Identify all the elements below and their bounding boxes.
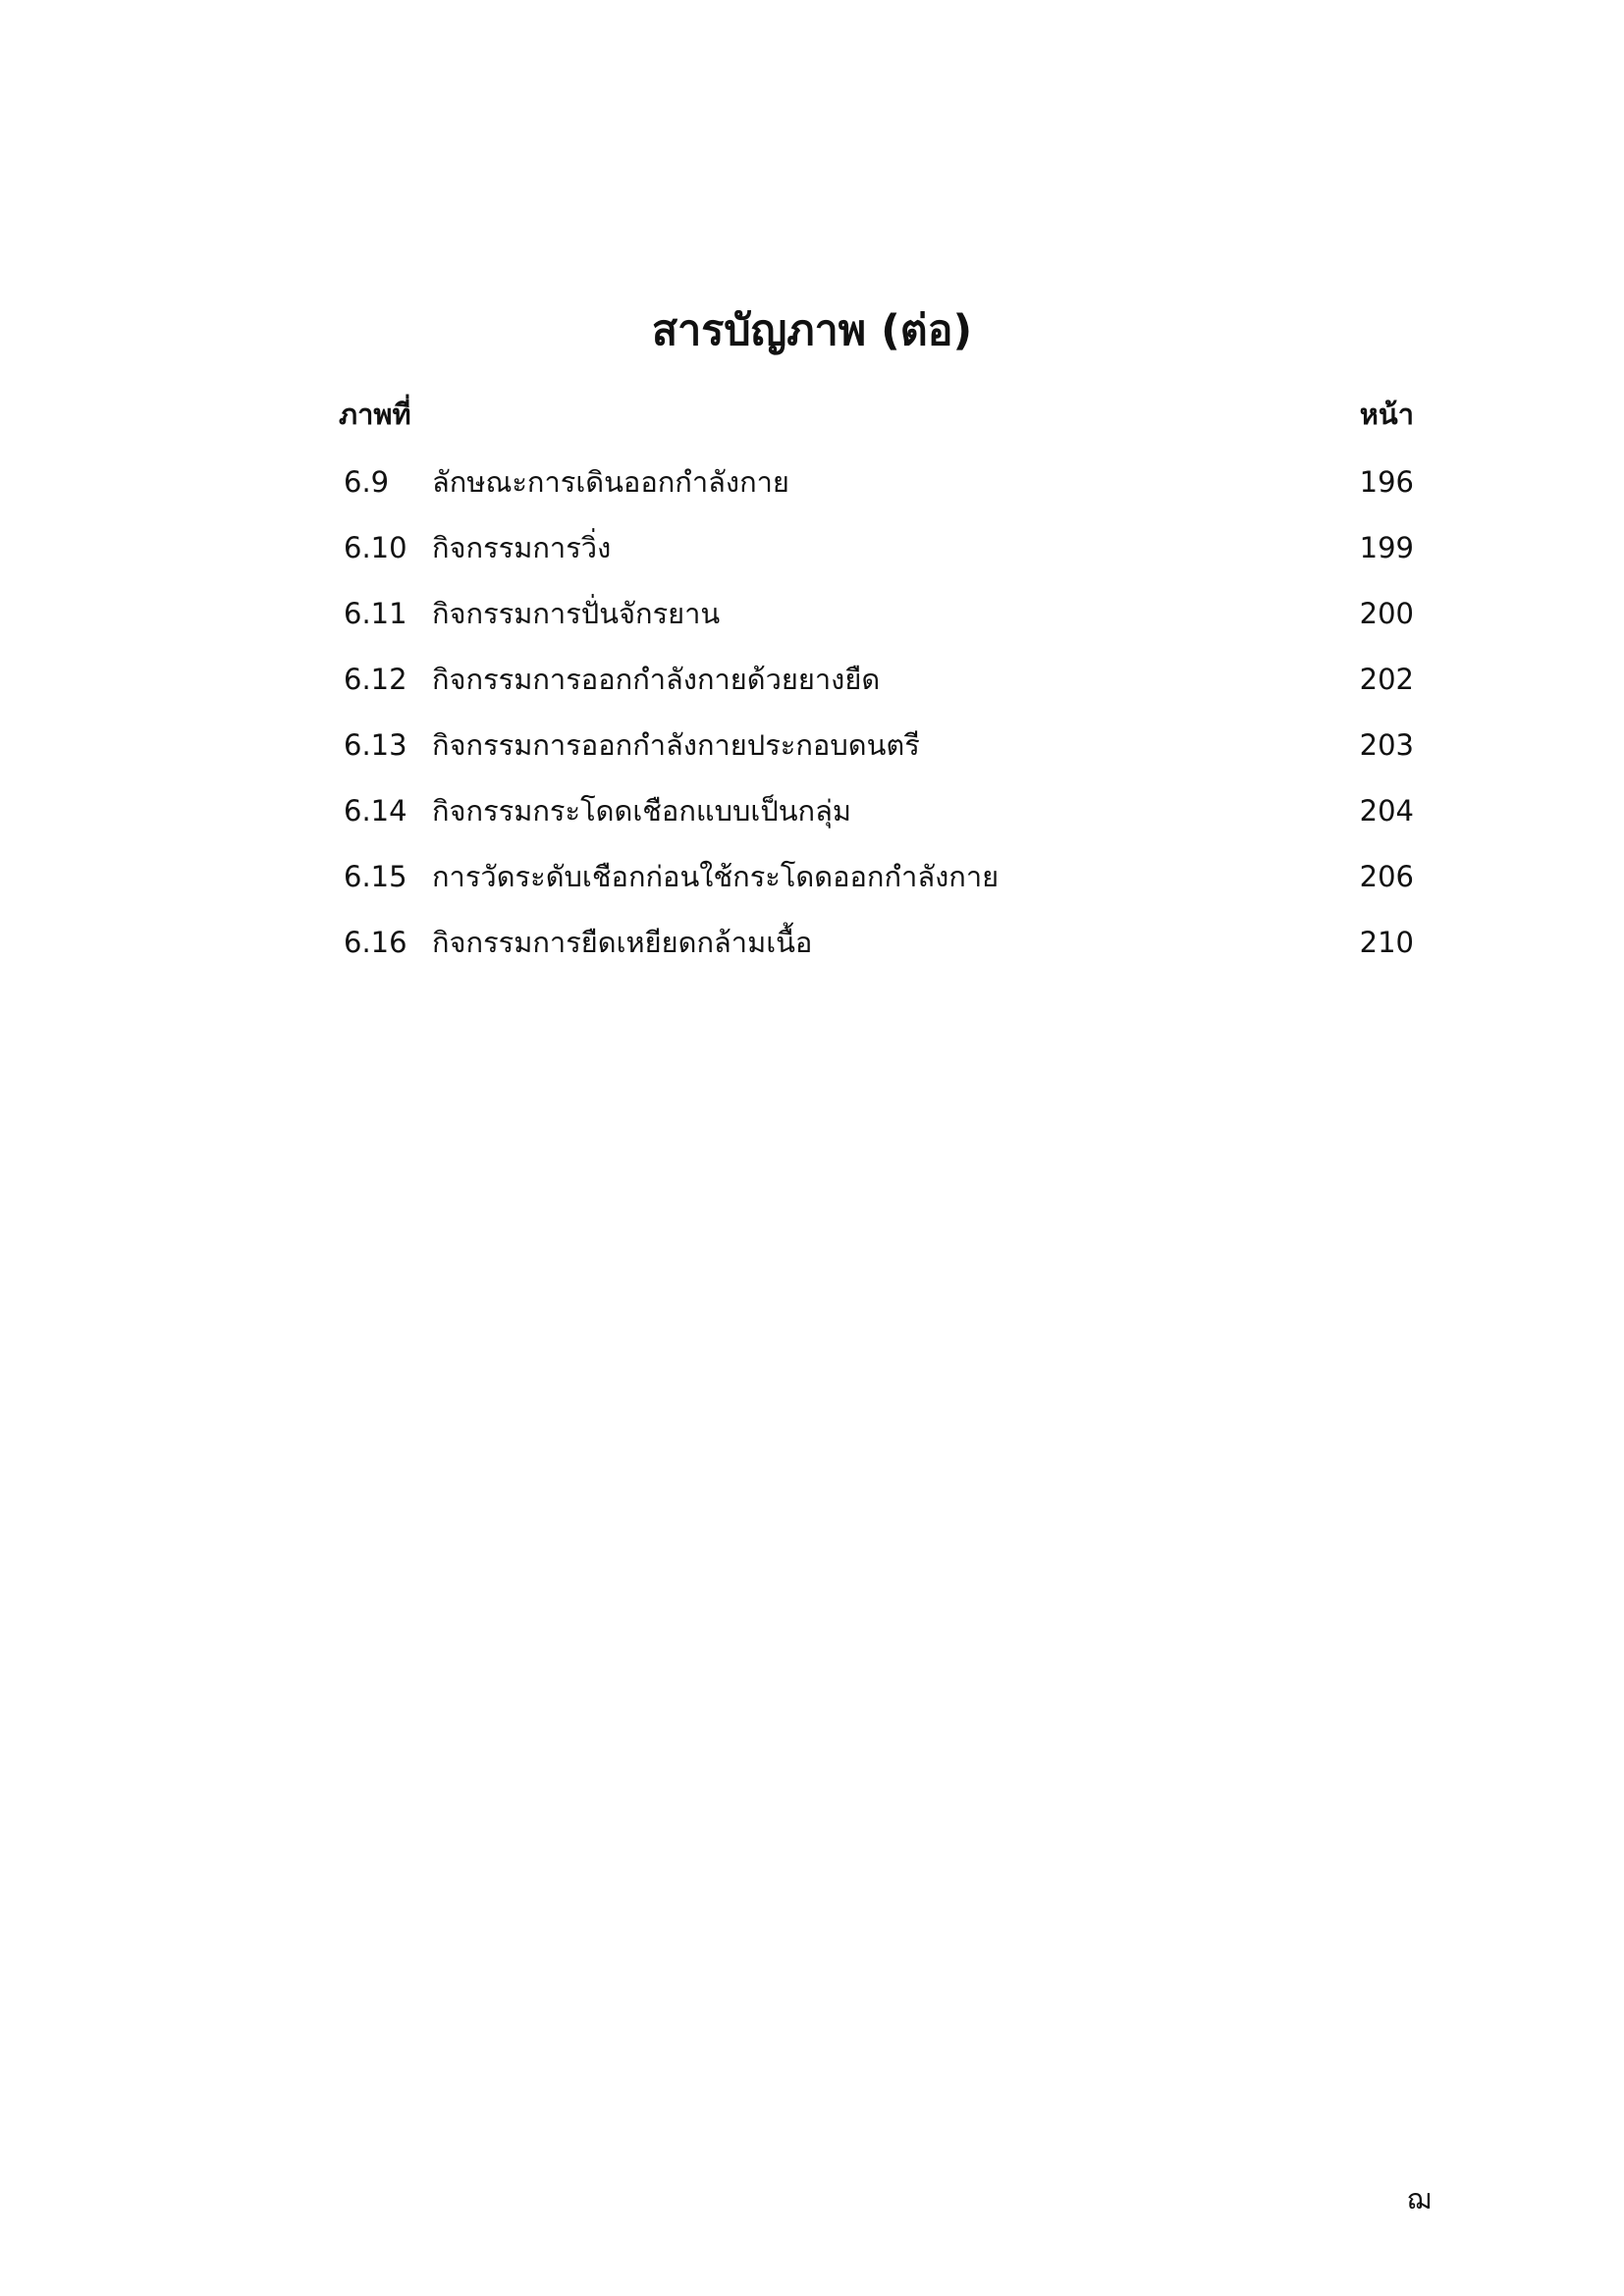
figure-column-header: ภาพที่ — [339, 398, 411, 431]
page-ref: 210 — [1359, 926, 1414, 959]
toc-entry — [344, 786, 1414, 852]
page-ref: 204 — [1359, 794, 1414, 828]
toc-entry — [344, 523, 1414, 589]
toc-header — [339, 393, 1414, 436]
page-title: สารบัญภาพ (ต่อ) — [651, 305, 973, 355]
toc-entry — [344, 457, 1414, 523]
figure-number: 6.15 — [344, 860, 407, 893]
page-ref: 200 — [1359, 597, 1414, 630]
page-number: ฌ — [1406, 2182, 1432, 2216]
toc-entry — [344, 918, 1414, 984]
page-ref: 206 — [1359, 860, 1414, 893]
figure-number: 6.12 — [344, 663, 407, 696]
figure-caption: การวัดระดับเชือกก่อนใช้กระโดดออกกำลังกาย — [432, 860, 1000, 893]
figure-number: 6.10 — [344, 531, 407, 564]
page-column-header: หน้า — [1359, 398, 1414, 431]
figure-caption: กิจกรรมการปั่นจักรยาน — [432, 597, 721, 630]
page-ref: 196 — [1359, 465, 1414, 499]
list-of-figures — [344, 457, 1414, 984]
figure-number: 6.16 — [344, 926, 407, 959]
figure-caption: กิจกรรมกระโดดเชือกแบบเป็นกลุ่ม — [432, 794, 851, 828]
toc-entry — [344, 655, 1414, 721]
toc-entry — [344, 721, 1414, 786]
figure-number: 6.13 — [344, 728, 407, 762]
figure-caption: กิจกรรมการออกกำลังกายด้วยยางยืด — [432, 663, 881, 696]
figure-caption: กิจกรรมการออกกำลังกายประกอบดนตรี — [432, 728, 920, 762]
figure-number: 6.11 — [344, 597, 407, 630]
page-ref: 199 — [1359, 531, 1414, 564]
page-ref: 203 — [1359, 728, 1414, 762]
figure-number: 6.14 — [344, 794, 407, 828]
figure-caption: ลักษณะการเดินออกกำลังกาย — [432, 465, 789, 499]
page-ref: 202 — [1359, 663, 1414, 696]
toc-entry — [344, 589, 1414, 655]
figure-caption: กิจกรรมการยืดเหยียดกล้ามเนื้อ — [432, 926, 813, 959]
toc-entry — [344, 852, 1414, 918]
figure-caption: กิจกรรมการวิ่ง — [432, 531, 612, 564]
figure-number: 6.9 — [344, 465, 390, 499]
